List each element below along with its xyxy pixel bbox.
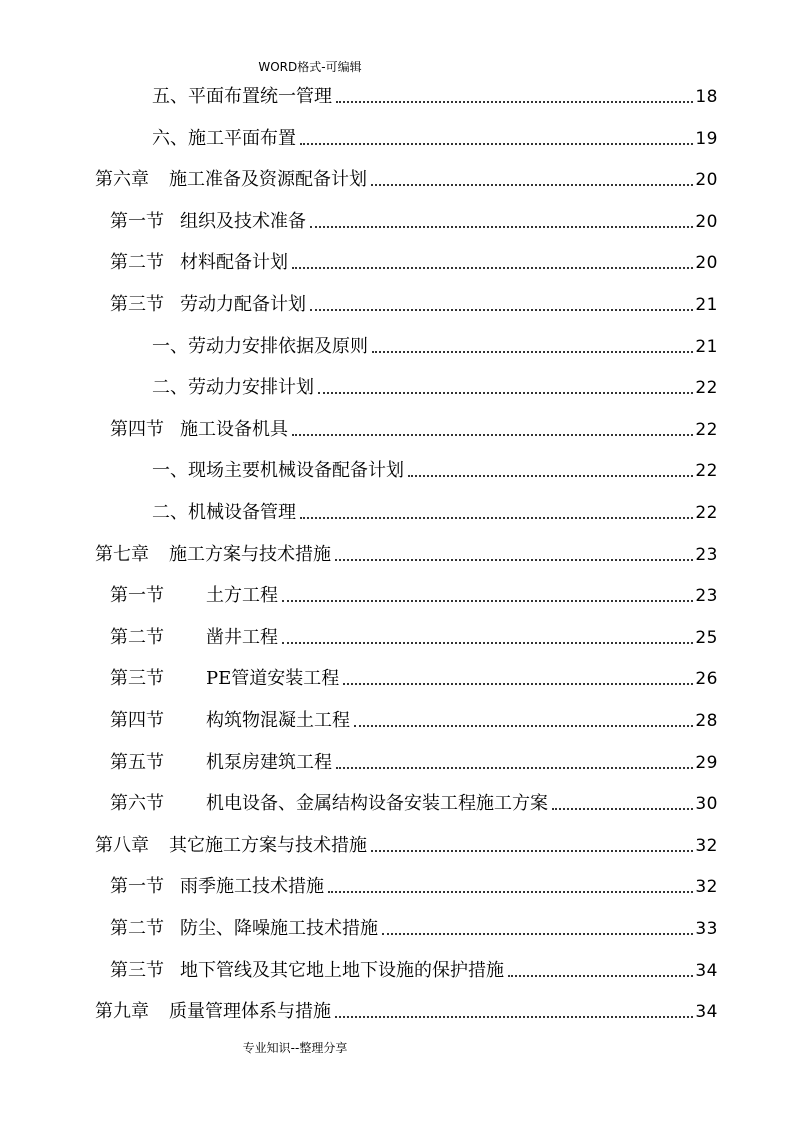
toc-leader-dots xyxy=(354,724,693,727)
toc-entry-number: 一、 xyxy=(152,335,188,357)
toc-entry-page: 21 xyxy=(695,295,718,315)
toc-entry-page: 20 xyxy=(695,211,718,232)
page-footer: 专业知识--整理分享 xyxy=(242,1041,348,1055)
toc-entry-page: 22 xyxy=(695,503,718,523)
toc-entry-title: 防尘、降噪施工技术措施 xyxy=(180,918,378,939)
toc-entry-page: 26 xyxy=(695,669,718,690)
toc-entry-page: 32 xyxy=(695,877,718,898)
toc-entry[interactable] xyxy=(95,542,718,566)
toc-leader-dots xyxy=(310,225,693,228)
toc-entry-number: 六、 xyxy=(152,127,188,149)
toc-entry[interactable] xyxy=(110,958,718,982)
toc-entry-number: 第三节 xyxy=(110,959,164,981)
toc-entry[interactable] xyxy=(110,209,718,233)
toc-entry[interactable] xyxy=(110,625,718,649)
toc-leader-dots xyxy=(552,807,693,810)
toc-leader-dots xyxy=(335,558,693,561)
toc-entry-title: 劳动力安排依据及原则 xyxy=(188,335,368,357)
toc-entry[interactable] xyxy=(110,791,718,815)
toc-entry-page: 33 xyxy=(695,919,718,939)
toc-entry[interactable] xyxy=(110,916,718,940)
toc-leader-dots xyxy=(300,142,693,145)
toc-entry-number: 第六节 xyxy=(110,793,164,815)
toc-entry[interactable] xyxy=(95,999,718,1023)
toc-leader-dots xyxy=(371,183,693,186)
toc-entry-title: 其它施工方案与技术措施 xyxy=(169,834,367,856)
toc-entry[interactable] xyxy=(152,126,718,150)
toc-leader-dots xyxy=(372,350,693,353)
toc-entry[interactable] xyxy=(110,708,718,732)
toc-entry[interactable] xyxy=(152,375,718,399)
toc-entry-number: 第三节 xyxy=(110,668,164,690)
toc-entry-number: 第一节 xyxy=(110,210,164,232)
toc-entry[interactable] xyxy=(110,666,718,690)
toc-entry-number: 第三节 xyxy=(110,294,164,315)
toc-leader-dots xyxy=(336,766,693,769)
toc-entry-title: 土方工程 xyxy=(206,585,278,607)
toc-entry-title: 施工设备机具 xyxy=(180,418,288,440)
toc-entry[interactable] xyxy=(110,250,718,274)
toc-leader-dots xyxy=(282,641,693,644)
toc-entry-number: 第七章 xyxy=(95,543,149,565)
toc-entry-page: 22 xyxy=(695,419,718,440)
toc-entry-page: 20 xyxy=(695,253,718,274)
toc-entry-number: 第九章 xyxy=(95,1001,149,1023)
toc-entry-title: 施工方案与技术措施 xyxy=(169,543,331,565)
toc-leader-dots xyxy=(292,266,693,269)
toc-entry-page: 30 xyxy=(695,794,718,815)
toc-entry-number: 第二节 xyxy=(110,252,164,274)
toc-entry-title: 机械设备管理 xyxy=(188,502,296,523)
toc-entry-page: 23 xyxy=(695,586,718,607)
toc-entry-number: 二、 xyxy=(152,502,188,523)
toc-leader-dots xyxy=(335,1015,693,1018)
toc-entry[interactable] xyxy=(110,750,718,774)
toc-entry-page: 18 xyxy=(695,87,718,107)
toc-entry[interactable] xyxy=(152,84,718,108)
toc-entry-number: 一、 xyxy=(152,460,188,482)
toc-entry-title: 雨季施工技术措施 xyxy=(180,876,324,898)
toc-leader-dots xyxy=(336,100,693,103)
toc-entry-number: 第二节 xyxy=(110,626,164,648)
toc-entry-page: 32 xyxy=(695,835,718,856)
toc-leader-dots xyxy=(328,890,693,893)
toc-entry-number: 第四节 xyxy=(110,710,164,731)
toc-entry-number: 五、 xyxy=(152,86,188,107)
toc-entry-page: 29 xyxy=(695,752,718,773)
toc-entry-title: 组织及技术准备 xyxy=(180,210,306,232)
toc-leader-dots xyxy=(382,932,693,935)
toc-entry[interactable] xyxy=(110,583,718,607)
toc-entry-page: 34 xyxy=(695,960,718,981)
toc-leader-dots xyxy=(408,474,693,477)
toc-entry-title: 凿井工程 xyxy=(206,626,278,648)
toc-entry-title: 施工准备及资源配备计划 xyxy=(169,169,367,191)
toc-leader-dots xyxy=(508,974,693,977)
toc-entry[interactable] xyxy=(110,417,718,441)
toc-entry-title: 机电设备、金属结构设备安装工程施工方案 xyxy=(206,793,548,815)
toc-entry-page: 25 xyxy=(695,627,718,648)
toc-entry-page: 22 xyxy=(695,378,718,399)
toc-entry-title: 劳动力配备计划 xyxy=(180,294,306,315)
toc-leader-dots xyxy=(300,516,693,519)
toc-leader-dots xyxy=(292,433,693,436)
toc-entry[interactable] xyxy=(95,833,718,857)
toc-entry-number: 第一节 xyxy=(110,585,164,607)
toc-entry-title: 劳动力安排计划 xyxy=(188,377,314,399)
toc-entry[interactable] xyxy=(152,500,718,524)
toc-entry-title: 现场主要机械设备配备计划 xyxy=(188,460,404,482)
toc-entry-page: 28 xyxy=(695,711,718,731)
toc-entry-number: 第八章 xyxy=(95,834,149,856)
toc-entry[interactable] xyxy=(110,292,718,316)
toc-entry-title: 平面布置统一管理 xyxy=(188,86,332,107)
toc-entry-title: 地下管线及其它地上地下设施的保护措施 xyxy=(180,959,504,981)
toc-entry-number: 二、 xyxy=(152,377,188,399)
toc-entry-title: 构筑物混凝土工程 xyxy=(206,710,350,731)
toc-entry[interactable] xyxy=(152,458,718,482)
toc-entry[interactable] xyxy=(110,874,718,898)
toc-entry[interactable] xyxy=(152,334,718,358)
page-header: WORD格式-可编辑 xyxy=(258,60,362,74)
toc-leader-dots xyxy=(371,849,693,852)
toc-entry-title: 质量管理体系与措施 xyxy=(169,1001,331,1023)
toc-entry-number: 第四节 xyxy=(110,418,164,440)
toc-entry-title: PE管道安装工程 xyxy=(206,668,340,690)
toc-entry-title: 机泵房建筑工程 xyxy=(206,751,332,773)
toc-entry-page: 21 xyxy=(695,336,718,357)
toc-entry-title: 施工平面布置 xyxy=(188,127,296,149)
toc-entry-number: 第二节 xyxy=(110,918,164,939)
toc-entry-number: 第六章 xyxy=(95,169,149,191)
toc-leader-dots xyxy=(310,308,693,311)
toc-entry-page: 22 xyxy=(695,461,718,482)
toc-entry-title: 材料配备计划 xyxy=(180,252,288,274)
toc-leader-dots xyxy=(343,682,693,685)
toc-entry[interactable] xyxy=(95,167,718,191)
toc-entry-page: 19 xyxy=(695,128,718,149)
toc-entry-page: 34 xyxy=(695,1002,718,1023)
toc-leader-dots xyxy=(282,599,693,602)
toc-entry-page: 20 xyxy=(695,170,718,191)
toc-entry-number: 第五节 xyxy=(110,751,164,773)
toc-entry-page: 23 xyxy=(695,544,718,565)
toc-leader-dots xyxy=(318,391,693,394)
toc-entry-number: 第一节 xyxy=(110,876,164,898)
